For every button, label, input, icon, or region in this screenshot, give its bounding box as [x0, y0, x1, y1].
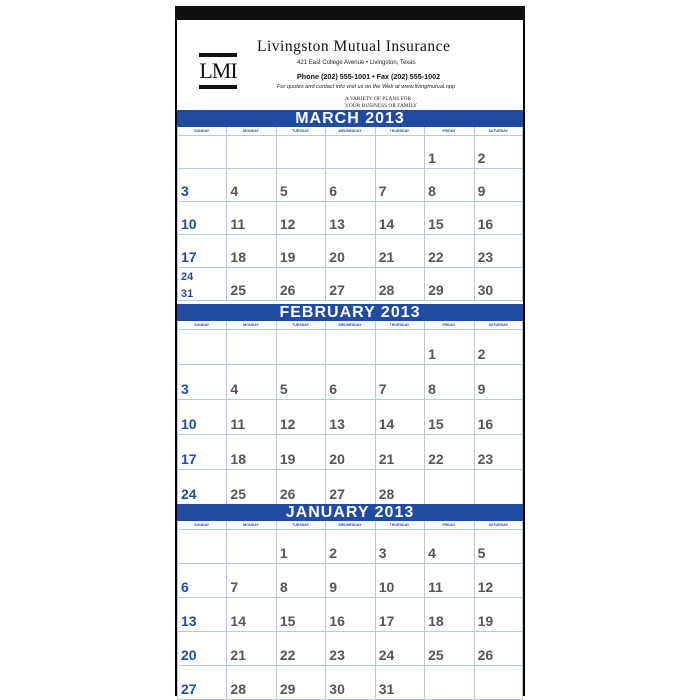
day-cell[interactable] [177, 168, 226, 201]
day-number: 30 [477, 282, 494, 298]
day-cell[interactable] [226, 434, 275, 469]
day-number: 28 [230, 681, 246, 697]
weekday-label: FRIDAY [442, 129, 456, 133]
month-grid [177, 127, 523, 300]
day-number: 7 [378, 183, 387, 199]
day-number: 2 [477, 150, 486, 166]
day-cell[interactable] [325, 201, 374, 234]
day-number: 9 [477, 381, 486, 397]
day-cell[interactable] [276, 267, 325, 300]
day-cell[interactable] [177, 469, 226, 504]
day-number: 8 [428, 183, 436, 199]
day-cell[interactable] [325, 434, 374, 469]
day-number: 10 [181, 216, 197, 232]
day-number: 3 [181, 183, 189, 199]
day-cell[interactable] [375, 168, 424, 201]
weekday-label: TUESDAY [292, 129, 309, 133]
day-cell[interactable] [226, 469, 275, 504]
day-cell[interactable] [474, 267, 523, 300]
day-cell[interactable] [375, 364, 424, 399]
day-cell[interactable] [375, 267, 424, 300]
day-number: 2 [329, 545, 338, 561]
logo-text: LMI [199, 58, 237, 83]
day-cell[interactable] [424, 234, 473, 267]
day-number: 14 [378, 416, 395, 432]
weekday-label: SATURDAY [488, 129, 508, 133]
weekday-label: THURSDAY [389, 323, 410, 327]
weekday-label: THURSDAY [389, 129, 410, 133]
day-cell[interactable] [375, 434, 424, 469]
day-number: 22 [428, 451, 444, 467]
day-number: 22 [279, 647, 296, 663]
day-cell[interactable] [325, 364, 374, 399]
day-number: 19 [279, 249, 296, 265]
day-cell[interactable] [424, 329, 473, 364]
weekday-label: TUESDAY [292, 523, 309, 527]
day-number: 23 [329, 647, 345, 663]
day-cell[interactable] [276, 563, 325, 597]
day-cell[interactable] [474, 399, 523, 434]
day-cell[interactable] [276, 399, 325, 434]
day-number: 3 [181, 381, 189, 397]
day-cell[interactable] [325, 529, 374, 563]
calendar-sheet [175, 6, 525, 696]
day-number: 9 [329, 579, 338, 595]
month-grid [177, 321, 523, 504]
day-cell[interactable] [375, 201, 424, 234]
day-cell[interactable] [276, 234, 325, 267]
day-cell[interactable] [276, 364, 325, 399]
day-number: 3 [378, 545, 387, 561]
day-number: 26 [279, 282, 296, 298]
day-number: 27 [329, 486, 345, 502]
weekday-label: TUESDAY [292, 323, 309, 327]
day-number: 23 [477, 451, 494, 467]
day-number: 6 [329, 381, 338, 397]
day-cell[interactable] [325, 563, 374, 597]
day-cell[interactable] [226, 201, 275, 234]
day-cell[interactable] [424, 135, 473, 168]
weekday-label: SATURDAY [488, 523, 508, 527]
day-number: 26 [279, 486, 296, 502]
day-number: 14 [230, 613, 246, 629]
day-number: 11 [428, 579, 443, 595]
advertiser-header [177, 20, 523, 124]
day-cell[interactable] [424, 399, 473, 434]
day-cell[interactable] [474, 168, 523, 201]
day-number: 31 [378, 681, 395, 697]
day-cell[interactable] [276, 665, 325, 699]
day-number: 13 [329, 416, 345, 432]
month-title: JANUARY 2013 [177, 504, 523, 521]
day-number: 24 [181, 271, 194, 283]
day-cell[interactable] [177, 201, 226, 234]
weekday-label: WEDNESDAY [338, 523, 362, 527]
day-cell[interactable] [375, 665, 424, 699]
weekday-label: MONDAY [243, 129, 259, 133]
weekday-label: WEDNESDAY [338, 323, 362, 327]
day-cell[interactable] [474, 434, 523, 469]
day-number: 8 [279, 579, 288, 595]
day-cell[interactable] [226, 234, 275, 267]
day-number: 23 [477, 249, 494, 265]
day-number: 20 [329, 249, 345, 265]
day-cell[interactable] [177, 631, 226, 665]
company-website-line: For quotes and contact info visit us on the Web at www.livingmutual.npp [277, 84, 456, 90]
weekday-label: THURSDAY [389, 523, 410, 527]
day-number: 5 [477, 545, 486, 561]
day-number: 9 [477, 183, 486, 199]
day-number: 7 [378, 381, 387, 397]
day-cell[interactable] [375, 529, 424, 563]
day-number: 18 [230, 451, 246, 467]
weekday-label: MONDAY [243, 323, 259, 327]
day-number: 21 [378, 249, 395, 265]
day-cell[interactable] [474, 631, 523, 665]
day-cell[interactable] [226, 399, 275, 434]
day-number: 16 [477, 416, 494, 432]
day-cell[interactable] [474, 529, 523, 563]
day-cell[interactable] [177, 399, 226, 434]
day-number: 16 [477, 216, 494, 232]
day-number: 17 [181, 249, 197, 265]
day-cell[interactable] [424, 364, 473, 399]
day-number: 27 [181, 681, 197, 697]
weekday-label: WEDNESDAY [338, 129, 362, 133]
day-cell[interactable] [424, 434, 473, 469]
weekday-label: MONDAY [243, 523, 259, 527]
day-number: 21 [378, 451, 395, 467]
day-number: 13 [329, 216, 345, 232]
day-number: 7 [230, 579, 239, 595]
day-cell[interactable] [325, 665, 374, 699]
day-cell[interactable] [474, 135, 523, 168]
day-number: 5 [279, 381, 288, 397]
day-cell[interactable] [276, 469, 325, 504]
day-cell[interactable] [325, 267, 374, 300]
day-cell[interactable] [276, 201, 325, 234]
day-cell[interactable] [226, 631, 275, 665]
day-number: 19 [279, 451, 296, 467]
day-number: 16 [329, 613, 345, 629]
day-number: 6 [329, 183, 338, 199]
day-number: 24 [378, 647, 395, 663]
day-number: 29 [428, 282, 444, 298]
day-cell[interactable] [375, 399, 424, 434]
day-number: 11 [230, 216, 246, 232]
day-number: 15 [279, 613, 296, 629]
day-number: 25 [230, 282, 246, 298]
day-cell[interactable] [177, 563, 226, 597]
day-cell[interactable] [424, 168, 473, 201]
day-number: 14 [378, 216, 395, 232]
day-cell[interactable] [226, 665, 275, 699]
day-number: 28 [378, 282, 395, 298]
day-cell[interactable] [375, 631, 424, 665]
day-number: 25 [428, 647, 444, 663]
day-number: 24 [181, 486, 197, 502]
tagline-line-2: YOUR BUSINESS OR FAMILY [345, 103, 417, 109]
day-cell[interactable] [177, 434, 226, 469]
day-number: 29 [279, 681, 296, 697]
day-number: 10 [181, 416, 197, 432]
month-title: MARCH 2013 [177, 110, 523, 127]
day-number: 10 [378, 579, 395, 595]
day-cell[interactable] [177, 234, 226, 267]
day-cell[interactable] [424, 201, 473, 234]
day-number: 27 [329, 282, 345, 298]
day-number: 12 [477, 579, 494, 595]
tagline-line-1: A VARIETY OF PLANS FOR [345, 96, 412, 102]
day-cell[interactable] [276, 434, 325, 469]
company-address: 421 East College Avenue • Livingston, Texas [297, 60, 416, 66]
day-number: 4 [230, 183, 239, 199]
day-number: 4 [428, 545, 436, 561]
day-cell[interactable] [474, 597, 523, 631]
day-number: 6 [181, 579, 189, 595]
day-cell[interactable] [474, 201, 523, 234]
day-number: 30 [329, 681, 345, 697]
day-cell[interactable] [474, 364, 523, 399]
day-cell[interactable] [424, 563, 473, 597]
day-number: 19 [477, 613, 494, 629]
day-number: 1 [428, 150, 436, 166]
day-cell[interactable] [424, 597, 473, 631]
company-phone: Phone (202) 555-1001 • Fax (202) 555-1002 [297, 72, 441, 81]
day-number: 20 [181, 647, 197, 663]
day-cell[interactable] [276, 168, 325, 201]
top-binding-bar [175, 6, 525, 20]
day-cell[interactable] [375, 563, 424, 597]
day-number: 2 [477, 346, 486, 362]
day-cell[interactable] [325, 631, 374, 665]
day-cell[interactable] [375, 597, 424, 631]
day-cell[interactable] [177, 665, 226, 699]
day-cell[interactable] [226, 597, 275, 631]
day-cell[interactable] [177, 267, 226, 300]
day-number: 22 [428, 249, 444, 265]
day-cell[interactable] [375, 469, 424, 504]
weekday-label: SUNDAY [194, 129, 210, 133]
day-cell[interactable] [276, 597, 325, 631]
day-cell[interactable] [226, 168, 275, 201]
day-number: 28 [378, 486, 395, 502]
weekday-label: SUNDAY [194, 323, 210, 327]
day-number: 18 [428, 613, 444, 629]
day-cell[interactable] [325, 597, 374, 631]
day-cell[interactable] [474, 329, 523, 364]
day-number: 1 [428, 346, 436, 362]
day-cell[interactable] [226, 364, 275, 399]
day-number: 17 [378, 613, 395, 629]
grid-hline [177, 300, 523, 301]
day-cell[interactable] [325, 168, 374, 201]
weekday-label: FRIDAY [442, 323, 456, 327]
day-number: 13 [181, 613, 197, 629]
day-number: 4 [230, 381, 239, 397]
day-number: 5 [279, 183, 288, 199]
company-logo [195, 51, 241, 91]
day-cell[interactable] [424, 631, 473, 665]
day-number: 8 [428, 381, 436, 397]
day-number: 11 [230, 416, 246, 432]
day-number: 17 [181, 451, 197, 467]
day-cell[interactable] [375, 234, 424, 267]
day-number: 18 [230, 249, 246, 265]
day-cell[interactable] [424, 267, 473, 300]
day-cell[interactable] [276, 529, 325, 563]
logo-bottom-bar [199, 85, 237, 89]
day-cell[interactable] [325, 399, 374, 434]
day-cell[interactable] [474, 563, 523, 597]
day-number: 15 [428, 216, 444, 232]
day-cell[interactable] [226, 267, 275, 300]
day-number: 12 [279, 216, 296, 232]
day-cell[interactable] [177, 364, 226, 399]
day-cell[interactable] [177, 597, 226, 631]
day-number: 12 [279, 416, 296, 432]
day-number: 1 [279, 545, 288, 561]
day-number: 15 [428, 416, 444, 432]
month-title: FEBRUARY 2013 [177, 304, 523, 321]
day-cell[interactable] [474, 234, 523, 267]
day-number: 21 [230, 647, 246, 663]
day-cell[interactable] [276, 631, 325, 665]
month-grid [177, 521, 523, 699]
day-number: 20 [329, 451, 345, 467]
day-number: 25 [230, 486, 246, 502]
weekday-label: FRIDAY [442, 523, 456, 527]
day-cell[interactable] [325, 234, 374, 267]
day-cell[interactable] [226, 563, 275, 597]
company-name: Livingston Mutual Insurance [257, 38, 451, 55]
right-edge [523, 20, 525, 696]
day-number: 26 [477, 647, 494, 663]
day-cell[interactable] [424, 529, 473, 563]
day-cell[interactable] [325, 469, 374, 504]
day-number: 31 [181, 288, 194, 300]
weekday-label: SUNDAY [194, 523, 210, 527]
weekday-label: SATURDAY [488, 323, 508, 327]
